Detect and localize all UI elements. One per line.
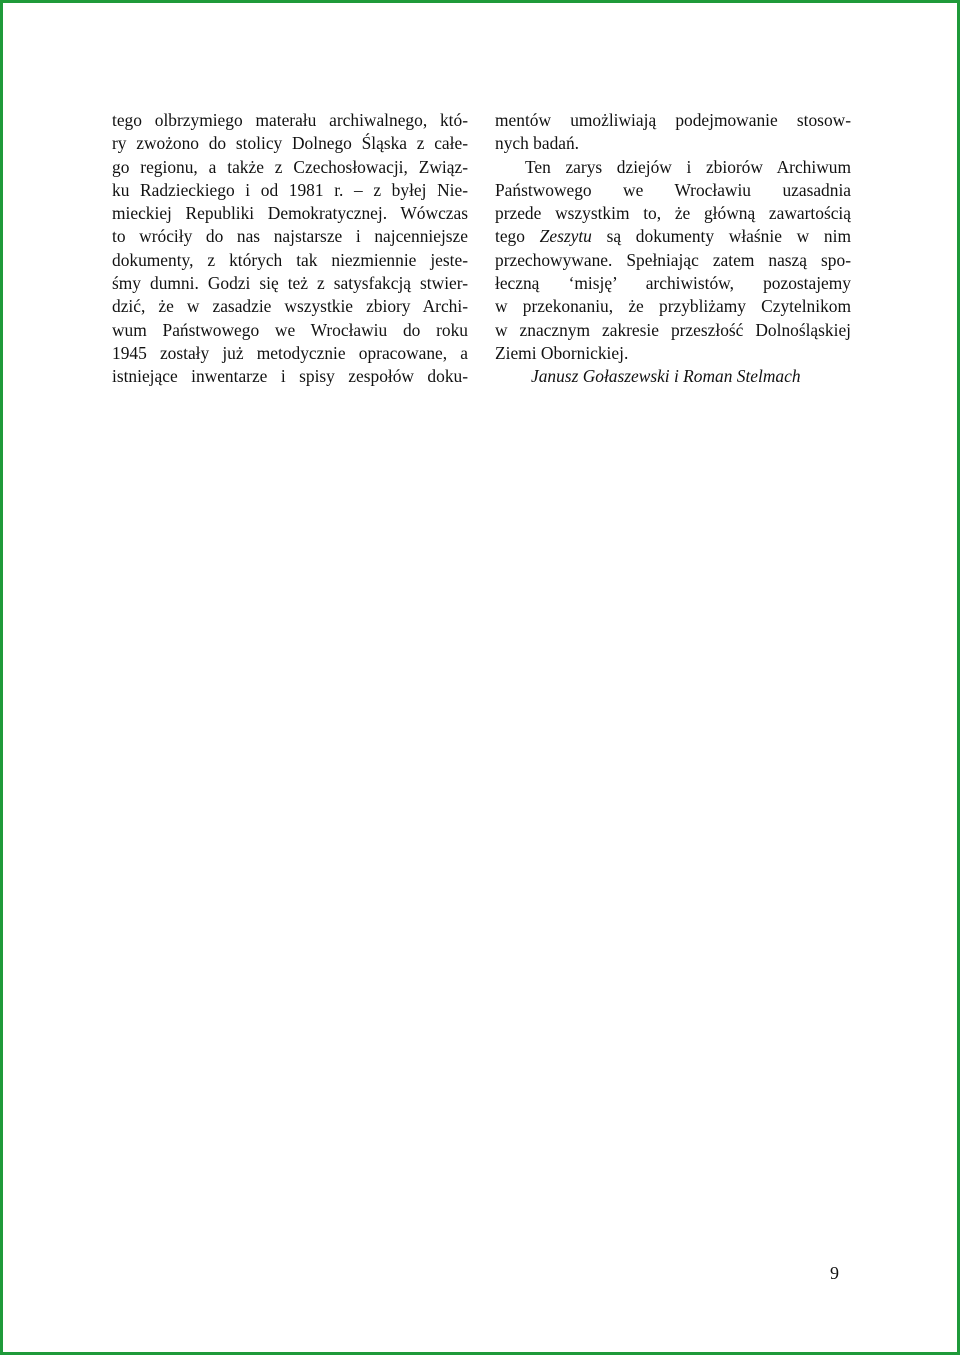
text-line: istniejące inwentarze i spisy zespołów doku- — [112, 366, 468, 387]
text-fragment: są dokumenty właśnie w nim — [591, 226, 851, 247]
text-line: przede wszystkim to, że główną zawartością — [495, 203, 851, 224]
page-number: 9 — [830, 1263, 839, 1283]
left-text-column — [112, 109, 468, 389]
text-line: to wróciły do nas najstarsze i najcenniejsze — [112, 226, 468, 247]
text-line: dzić, że w zasadzie wszystkie zbiory Archi- — [112, 296, 468, 317]
text-line: ku Radzieckiego i od 1981 r. – z byłej Nie- — [112, 179, 468, 200]
text-line: w znacznym zakresie przeszłość Dolnośląskiej — [495, 319, 851, 340]
text-line: śmy dumni. Godzi się też z satysfakcją stwier- — [112, 273, 468, 294]
text-line: przechowywane. Spełniając zatem naszą spo- — [495, 249, 851, 270]
right-text-column — [495, 109, 851, 389]
text-line: go regionu, a także z Czechosłowacji, Związ- — [112, 156, 468, 177]
text-line: tego olbrzymiego materału archiwalnego, któ- — [112, 110, 468, 130]
text-line: dokumenty, z których tak niezmiennie jeste- — [112, 249, 468, 270]
text-line: Ziemi Obornickiej. — [495, 342, 629, 363]
text-line: łeczną ‘misję’ archiwistów, pozostajemy — [495, 273, 851, 294]
italic-title: Zeszytu — [539, 226, 592, 247]
text-line: ry zwożono do stolicy Dolnego Śląska z całe- — [112, 133, 468, 154]
text-line: mentów umożliwiają podejmowanie stosow- — [495, 110, 851, 130]
text-fragment: tego — [495, 226, 540, 247]
text-line: Państwowego we Wrocławiu uzasadnia — [495, 179, 851, 200]
text-line-with-italic — [495, 225, 851, 248]
text-line: mieckiej Republiki Demokratycznej. Wówczas — [112, 203, 468, 224]
text-line: w przekonaniu, że przybliżamy Czytelnikom — [495, 296, 851, 317]
author-signature: Janusz Gołaszewski i Roman Stelmach — [531, 366, 801, 387]
text-line: wum Państwowego we Wrocławiu do roku — [112, 319, 468, 340]
text-line: 1945 zostały już metodycznie opracowane, a — [112, 342, 468, 363]
paragraph-first-line: Ten zarys dziejów i zbiorów Archiwum — [525, 156, 851, 177]
text-line: nych badań. — [495, 133, 580, 154]
